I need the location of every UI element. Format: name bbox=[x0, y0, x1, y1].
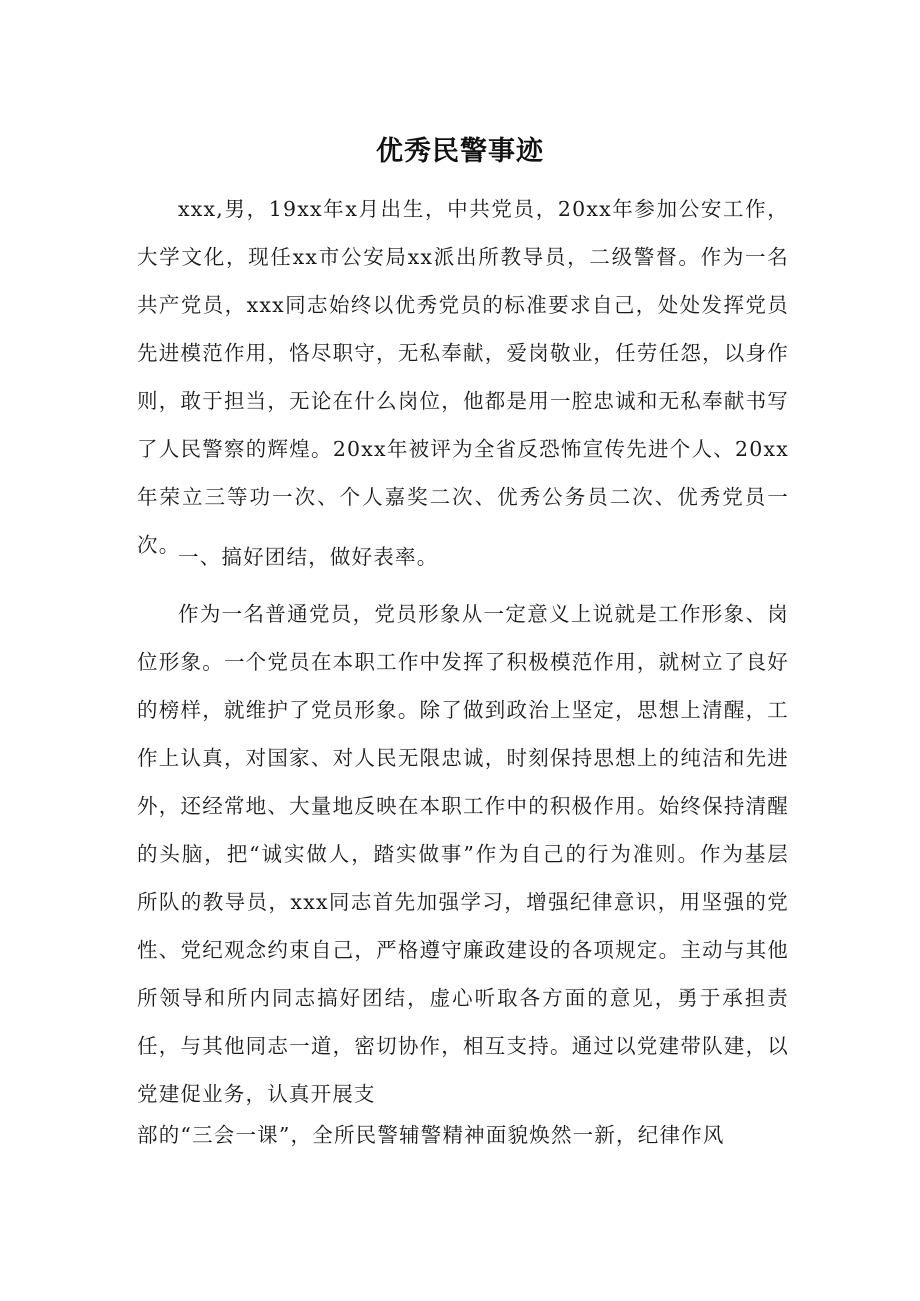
continuation-paragraph: 部的“三会一课”，全所民警辅警精神面貌焕然一新，纪律作风 bbox=[137, 1123, 725, 1147]
intro-paragraph: xxx,男，19xx年x月出生，中共党员，20xx年参加公安工作，大学文化，现任xx市公安局xx派出所教导员，二级警督。作为一名共产党员，xxx同志始终以优秀党员的标准要求自己，处处发挥党员先进模范作用，恪尽职守，无私奉献，爱岗敬业，任劳任怨，以身作则，敢于担当，无论在什么岗位，他都是用一腔忠诚和无私奉献书写了人民警察的辉煌。20xx年被评为全省反恐怖宣传先进个人、20xx年荣立三等功一次、个人嘉奖二次、优秀公务员二次、优秀党员一次。 bbox=[137, 197, 789, 557]
body-paragraph: 作为一名普通党员，党员形象从一定意义上说就是工作形象、岗位形象。一个党员在本职工作中发挥了积极模范作用，就树立了良好的榜样，就维护了党员形象。除了做到政治上坚定，思想上清醒，工作上认真，对国家、对人民无限忠诚，时刻保持思想上的纯洁和先进外，还经常地、大量地反映在本职工作中的积极作用。始终保持清醒的头脑，把“诚实做人，踏实做事”作为自己的行为准则。作为基层所队的教导员，xxx同志首先加强学习，增强纪律意识，用坚强的党性、党纪观念约束自己，严格遵守廉政建设的各项规定。主动与其他所领导和所内同志搞好团结，虚心听取各方面的意见，勇于承担责任，与其他同志一道，密切协作，相互支持。通过以党建带队建，以党建促业务，认真开展支 bbox=[137, 602, 789, 1106]
document-title: 优秀民警事迹 bbox=[376, 136, 544, 167]
section-heading: 一、搞好团结，做好表率。 bbox=[178, 545, 439, 569]
